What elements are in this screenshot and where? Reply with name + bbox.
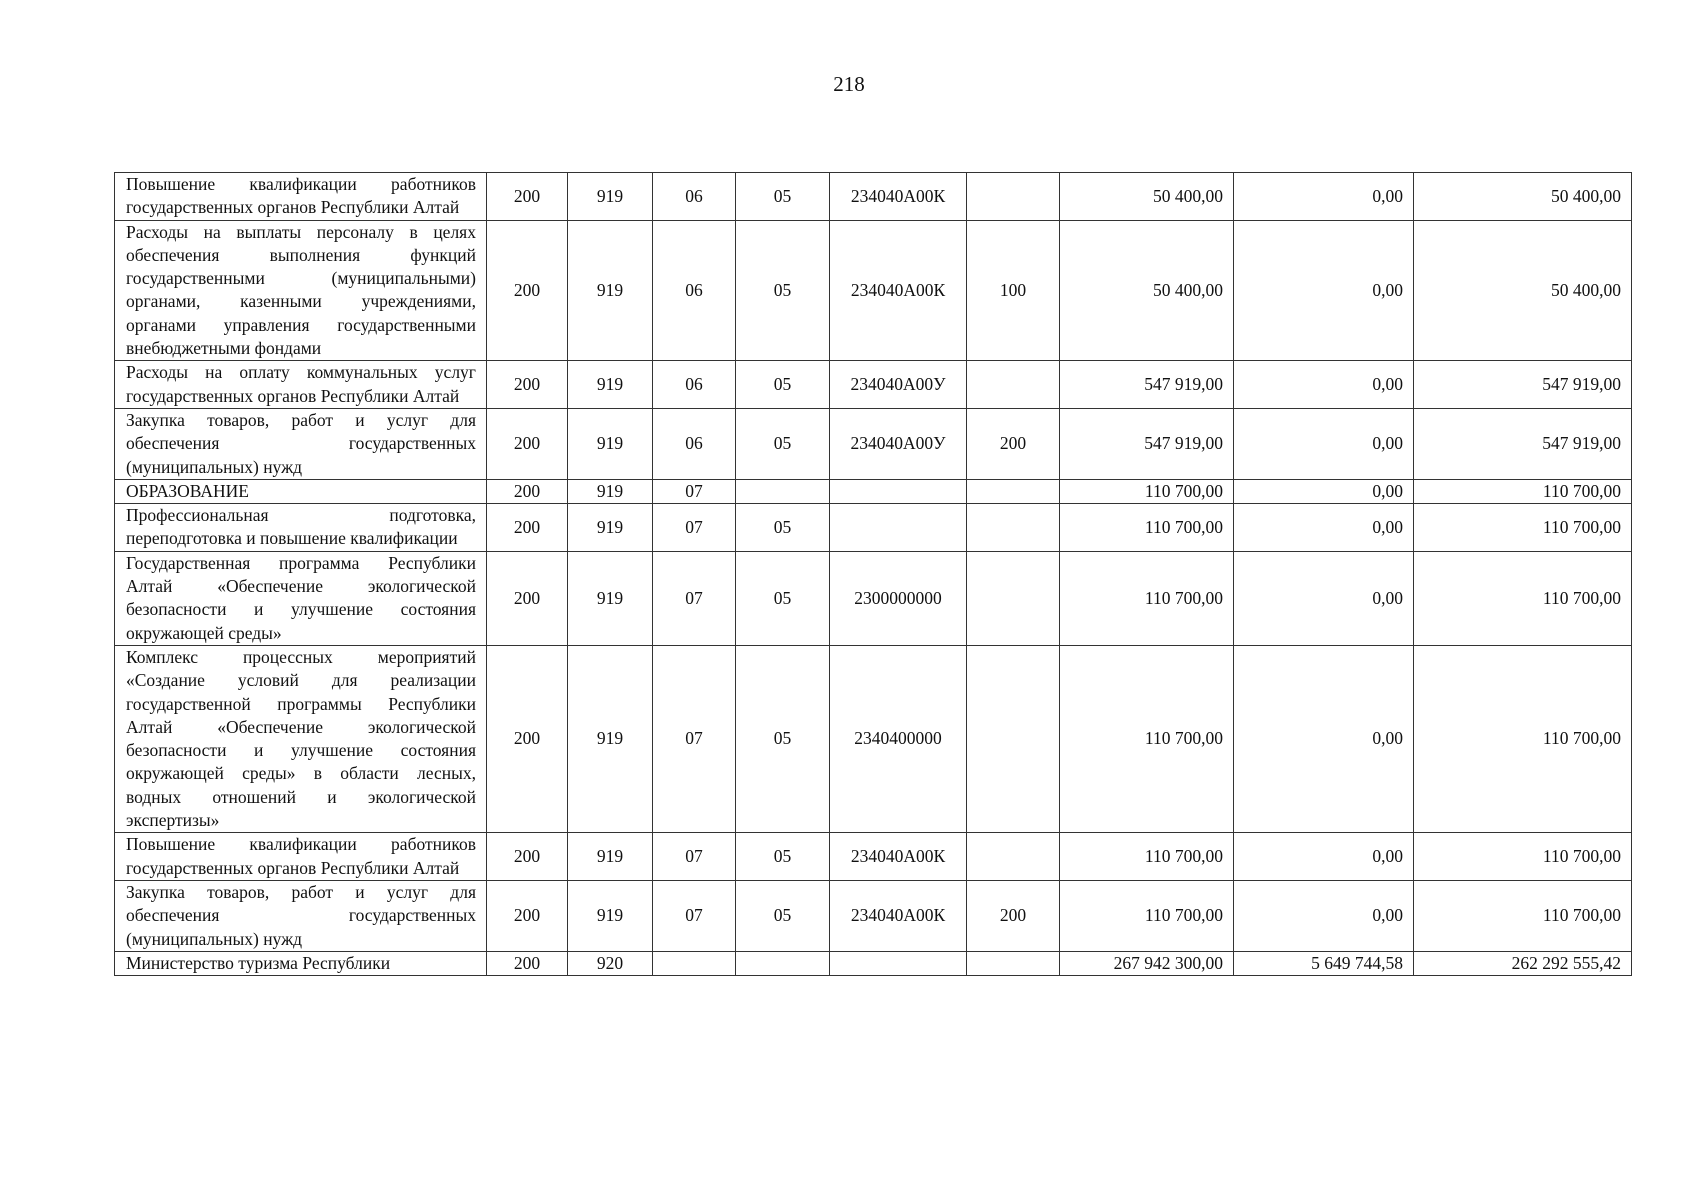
cell-amount: 50 400,00 [1060, 173, 1234, 221]
cell-code-200: 200 [487, 408, 568, 479]
cell-code-200: 200 [487, 479, 568, 503]
cell-code-200: 200 [487, 173, 568, 221]
cell-subsection: 05 [736, 833, 830, 881]
cell-total: 547 919,00 [1414, 361, 1632, 409]
cell-amount: 547 919,00 [1060, 361, 1234, 409]
cell-amount: 110 700,00 [1060, 504, 1234, 552]
cell-target-article: 234040А00К [830, 173, 967, 221]
cell-expense-name: Министерство туризма Республики [115, 951, 487, 975]
cell-expense-type [967, 504, 1060, 552]
cell-section: 07 [653, 833, 736, 881]
cell-expense-type: 100 [967, 220, 1060, 361]
cell-expense-name: Государственная программа Республики Алтай «Обеспечение экологической безопасности и улучшение состояния окружающей среды» [115, 551, 487, 645]
cell-change: 0,00 [1234, 479, 1414, 503]
cell-amount: 110 700,00 [1060, 833, 1234, 881]
cell-section: 06 [653, 220, 736, 361]
cell-expense-type [967, 951, 1060, 975]
cell-expense-name: Повышение квалификации работников государственных органов Республики Алтай [115, 173, 487, 221]
table-body [115, 173, 1632, 976]
cell-target-article [830, 504, 967, 552]
cell-expense-name: Закупка товаров, работ и услуг для обеспечения государственных (муниципальных) нужд [115, 408, 487, 479]
cell-subsection [736, 479, 830, 503]
cell-target-article [830, 951, 967, 975]
cell-amount: 110 700,00 [1060, 479, 1234, 503]
cell-total: 50 400,00 [1414, 220, 1632, 361]
cell-code-200: 200 [487, 220, 568, 361]
table-row [115, 504, 1632, 552]
cell-amount: 110 700,00 [1060, 551, 1234, 645]
cell-target-article: 234040А00У [830, 408, 967, 479]
cell-target-article: 2340400000 [830, 645, 967, 832]
cell-expense-type [967, 173, 1060, 221]
cell-target-article: 234040А00К [830, 880, 967, 951]
page-number: 218 [833, 72, 865, 96]
cell-subsection: 05 [736, 408, 830, 479]
cell-subsection: 05 [736, 645, 830, 832]
cell-section: 07 [653, 479, 736, 503]
cell-grbs: 919 [568, 220, 653, 361]
cell-subsection: 05 [736, 173, 830, 221]
cell-grbs: 919 [568, 880, 653, 951]
budget-table [114, 172, 1632, 976]
cell-grbs: 919 [568, 408, 653, 479]
cell-section: 06 [653, 173, 736, 221]
cell-expense-name: Расходы на оплату коммунальных услуг государственных органов Республики Алтай [115, 361, 487, 409]
cell-grbs: 920 [568, 951, 653, 975]
cell-code-200: 200 [487, 880, 568, 951]
cell-expense-name: Повышение квалификации работников государственных органов Республики Алтай [115, 833, 487, 881]
cell-expense-type: 200 [967, 880, 1060, 951]
cell-total: 110 700,00 [1414, 504, 1632, 552]
cell-subsection: 05 [736, 880, 830, 951]
cell-expense-name: ОБРАЗОВАНИЕ [115, 479, 487, 503]
table-row [115, 551, 1632, 645]
cell-total: 547 919,00 [1414, 408, 1632, 479]
cell-expense-name: Закупка товаров, работ и услуг для обеспечения государственных (муниципальных) нужд [115, 880, 487, 951]
table-row [115, 220, 1632, 361]
cell-code-200: 200 [487, 645, 568, 832]
cell-change: 5 649 744,58 [1234, 951, 1414, 975]
cell-subsection: 05 [736, 220, 830, 361]
cell-section: 07 [653, 551, 736, 645]
cell-subsection [736, 951, 830, 975]
cell-change: 0,00 [1234, 361, 1414, 409]
cell-subsection: 05 [736, 504, 830, 552]
table-row [115, 361, 1632, 409]
cell-change: 0,00 [1234, 408, 1414, 479]
cell-expense-type [967, 645, 1060, 832]
cell-expense-name: Профессиональная подготовка, переподготовка и повышение квалификации [115, 504, 487, 552]
table-row [115, 645, 1632, 832]
cell-target-article [830, 479, 967, 503]
cell-section: 07 [653, 880, 736, 951]
cell-code-200: 200 [487, 361, 568, 409]
table-row [115, 173, 1632, 221]
cell-code-200: 200 [487, 504, 568, 552]
cell-change: 0,00 [1234, 173, 1414, 221]
cell-expense-type [967, 833, 1060, 881]
cell-grbs: 919 [568, 504, 653, 552]
cell-amount: 110 700,00 [1060, 645, 1234, 832]
cell-target-article: 2300000000 [830, 551, 967, 645]
cell-section: 06 [653, 361, 736, 409]
cell-expense-name: Расходы на выплаты персоналу в целях обеспечения выполнения функций государственными (муниципальными) органами, казенными учреждениями, органами управления государственными внебюджетными фондами [115, 220, 487, 361]
cell-change: 0,00 [1234, 880, 1414, 951]
cell-grbs: 919 [568, 173, 653, 221]
cell-change: 0,00 [1234, 504, 1414, 552]
cell-amount: 267 942 300,00 [1060, 951, 1234, 975]
table-row [115, 951, 1632, 975]
cell-code-200: 200 [487, 833, 568, 881]
cell-change: 0,00 [1234, 833, 1414, 881]
cell-target-article: 234040А00У [830, 361, 967, 409]
cell-grbs: 919 [568, 479, 653, 503]
table-row [115, 408, 1632, 479]
cell-code-200: 200 [487, 551, 568, 645]
cell-code-200: 200 [487, 951, 568, 975]
cell-grbs: 919 [568, 833, 653, 881]
cell-section: 06 [653, 408, 736, 479]
cell-total: 50 400,00 [1414, 173, 1632, 221]
cell-grbs: 919 [568, 645, 653, 832]
cell-change: 0,00 [1234, 645, 1414, 832]
cell-amount: 547 919,00 [1060, 408, 1234, 479]
cell-change: 0,00 [1234, 220, 1414, 361]
cell-grbs: 919 [568, 361, 653, 409]
cell-total: 110 700,00 [1414, 833, 1632, 881]
cell-expense-type [967, 551, 1060, 645]
cell-target-article: 234040А00К [830, 833, 967, 881]
table-row [115, 479, 1632, 503]
cell-total: 110 700,00 [1414, 645, 1632, 832]
cell-target-article: 234040А00К [830, 220, 967, 361]
cell-subsection: 05 [736, 361, 830, 409]
cell-section: 07 [653, 645, 736, 832]
cell-section [653, 951, 736, 975]
table-row [115, 833, 1632, 881]
cell-subsection: 05 [736, 551, 830, 645]
cell-change: 0,00 [1234, 551, 1414, 645]
cell-expense-name: Комплекс процессных мероприятий «Создание условий для реализации государственной программы Республики Алтай «Обеспечение экологической безопасности и улучшение состояния окружающей среды» в области лесных, водных отношений и экологической экспертизы» [115, 645, 487, 832]
table-row [115, 880, 1632, 951]
cell-expense-type [967, 479, 1060, 503]
cell-expense-type: 200 [967, 408, 1060, 479]
cell-total: 110 700,00 [1414, 479, 1632, 503]
cell-amount: 50 400,00 [1060, 220, 1234, 361]
cell-expense-type [967, 361, 1060, 409]
cell-total: 110 700,00 [1414, 880, 1632, 951]
cell-grbs: 919 [568, 551, 653, 645]
cell-total: 262 292 555,42 [1414, 951, 1632, 975]
cell-total: 110 700,00 [1414, 551, 1632, 645]
cell-amount: 110 700,00 [1060, 880, 1234, 951]
cell-section: 07 [653, 504, 736, 552]
